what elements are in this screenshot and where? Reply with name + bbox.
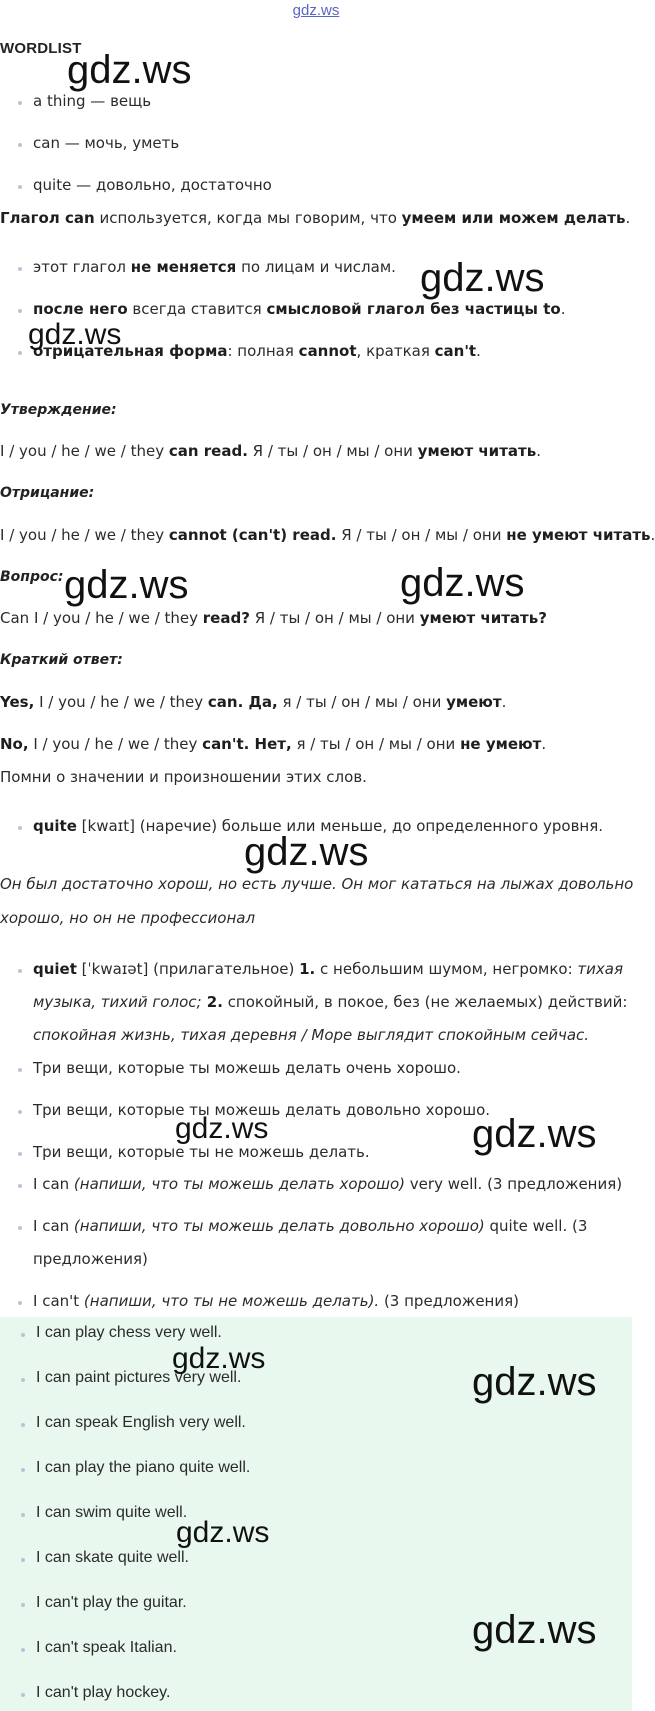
watermark: gdz.ws bbox=[472, 1360, 597, 1404]
short-answer-heading: Краткий ответ: bbox=[0, 652, 123, 668]
watermark: gdz.ws bbox=[28, 318, 122, 351]
remember-note: Помни о значении и произношении этих слов. bbox=[0, 768, 367, 786]
wordlist-item: can — мочь, уметь bbox=[33, 134, 180, 152]
watermark: gdz.ws bbox=[400, 561, 525, 605]
site-link[interactable]: gdz.ws bbox=[292, 2, 340, 19]
watermark: gdz.ws bbox=[244, 830, 369, 874]
question-heading: Вопрос: bbox=[0, 569, 64, 585]
negative-example: I / you / he / we / they cannot (can't) read. Я / ты / он / мы / они не умеют читать. bbox=[0, 526, 655, 544]
watermark: gdz.ws bbox=[176, 1516, 270, 1549]
rule-item: этот глагол не меняется по лицам и числам. bbox=[33, 258, 396, 276]
watermark: gdz.ws bbox=[420, 256, 545, 300]
watermark: gdz.ws bbox=[472, 1608, 597, 1652]
answer-item: I can paint pictures very well. bbox=[36, 1369, 242, 1386]
answer-item: I can speak English very well. bbox=[36, 1414, 246, 1431]
rule-item: отрицательная форма: полная cannot, краткая can't. bbox=[33, 342, 481, 360]
watermark: gdz.ws bbox=[67, 48, 192, 92]
vocab-item-quiet: quiet [ˈkwaɪət] (прилагательное) 1. с небольшим шумом, негромко: тихая bbox=[33, 960, 624, 978]
rule-item: после него всегда ставится смысловой глагол без частицы to. bbox=[33, 300, 566, 318]
template-item-cont: предложения) bbox=[33, 1250, 148, 1268]
template-item: I can't (напиши, что ты не можешь делать). (3 предложения) bbox=[33, 1292, 519, 1310]
answer-item: I can swim quite well. bbox=[36, 1504, 188, 1521]
task-item: Три вещи, которые ты можешь делать довольно хорошо. bbox=[33, 1101, 491, 1119]
wordlist-item: quite — довольно, достаточно bbox=[33, 176, 272, 194]
affirmative-heading: Утверждение: bbox=[0, 402, 117, 418]
answer-item: I can play chess very well. bbox=[36, 1324, 222, 1341]
watermark: gdz.ws bbox=[472, 1112, 597, 1156]
watermark: gdz.ws bbox=[175, 1112, 269, 1145]
short-answer-yes: Yes, I / you / he / we / they can. Да, я / ты / он / мы / они умеют. bbox=[0, 693, 507, 711]
answer-item: I can skate quite well. bbox=[36, 1549, 189, 1566]
template-item: I can (напиши, что ты можешь делать хорошо) very well. (3 предложения) bbox=[33, 1175, 623, 1193]
wordlist-item: a thing — вещь bbox=[33, 92, 152, 110]
question-example: Can I / you / he / we / they read? Я / ты / он / мы / они умеют читать? bbox=[0, 609, 547, 627]
answer-item: I can't play hockey. bbox=[36, 1684, 171, 1701]
short-answer-no: No, I / you / he / we / they can't. Нет, я / ты / он / мы / они не умеют. bbox=[0, 735, 547, 753]
vocab-item-quiet-line: музыка, тихий голос; 2. спокойный, в покое, без (не желаемых) действий: bbox=[33, 993, 628, 1011]
quite-example-line: хорошо, но он не профессионал bbox=[0, 909, 256, 927]
vocab-item-quite: quite [kwaɪt] (наречие) больше или меньше, до определенного уровня. bbox=[33, 817, 604, 835]
negative-heading: Отрицание: bbox=[0, 485, 95, 501]
task-item: Три вещи, которые ты не можешь делать. bbox=[33, 1143, 370, 1161]
task-item: Три вещи, которые ты можешь делать очень хорошо. bbox=[33, 1059, 461, 1077]
vocab-item-quiet-line: спокойная жизнь, тихая деревня / Море выглядит спокойным сейчас. bbox=[33, 1026, 590, 1044]
answer-item: I can play the piano quite well. bbox=[36, 1459, 251, 1476]
answer-item: I can't play the guitar. bbox=[36, 1594, 187, 1611]
watermark: gdz.ws bbox=[64, 563, 189, 607]
wordlist-heading: WORDLIST bbox=[0, 40, 82, 57]
grammar-intro: Глагол can используется, когда мы говорим, что умеем или можем делать. bbox=[0, 209, 631, 227]
watermark: gdz.ws bbox=[172, 1342, 266, 1375]
affirmative-example: I / you / he / we / they can read. Я / ты / он / мы / они умеют читать. bbox=[0, 442, 541, 460]
template-item: I can (напиши, что ты можешь делать довольно хорошо) quite well. (3 bbox=[33, 1217, 588, 1235]
quite-example-line: Он был достаточно хорош, но есть лучше. Он мог кататься на лыжах довольно bbox=[0, 875, 634, 893]
answer-item: I can't speak Italian. bbox=[36, 1639, 177, 1656]
